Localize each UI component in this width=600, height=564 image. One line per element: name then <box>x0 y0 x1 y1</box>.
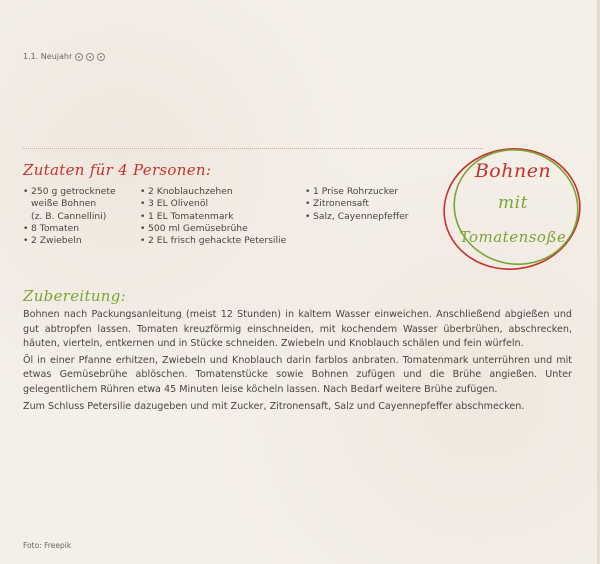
ingredient-item: • 2 EL frisch gehackte Petersilie <box>140 235 286 247</box>
preparation-text <box>23 308 572 414</box>
chapter-label: 1.1. Neujahr <box>23 52 73 61</box>
gluten-free-icon <box>97 53 105 61</box>
ingredient-item: (z. B. Cannellini) <box>31 210 107 222</box>
ingredient-item: • 500 ml Gemüsebrühe <box>140 223 286 235</box>
lactose-free-icon <box>86 53 94 61</box>
photo-credit: Foto: Freepik <box>23 541 72 550</box>
ingredient-item: • Salz, Cayennepfeffer <box>305 211 409 223</box>
chapter-header <box>23 52 105 61</box>
recipe-title-badge <box>438 140 588 275</box>
ingredient-item: • 8 Tomaten <box>23 223 116 235</box>
vegetarian-icon <box>75 53 83 61</box>
ingredients-heading: Zutaten für 4 Personen: <box>23 161 212 179</box>
ingredient-item: • 1 EL Tomatenmark <box>140 211 286 223</box>
ingredient-item: • 3 EL Olivenöl <box>140 198 286 210</box>
preparation-paragraph: Bohnen nach Packungsanleitung (meist 12 Stunden) in kaltem Wasser einweichen. Anschließend abgießen und gut abtropfen lassen. Tomaten kreuzförmig einschneiden, mit kochendem Wasser überbrühen, abschrecken, häuten, vierteln, entkernen und in Stücke schneiden. Zwiebeln und Knoblauch schälen und fein würfeln. <box>23 309 572 350</box>
recipe-title: Bohnen <box>474 160 552 182</box>
ingredients-column-2 <box>140 186 286 247</box>
ingredient-item: • Zitronensaft <box>305 198 409 210</box>
preparation-paragraph: Öl in einer Pfanne erhitzen, Zwiebeln und Knoblauch darin farblos anbraten. Tomatenmark unterrühren und mit etwas Gemüsebrühe ablöschen. Tomatenstücke sowie Bohnen zufügen und die Brühe angießen. Unter gelegentlichem Rühren etwa 45 Minuten leise köcheln lassen. Nach Bedarf weitere Brühe zufügen. <box>23 354 572 395</box>
ingredient-item: • 250 g getrocknete <box>23 186 116 198</box>
divider-line <box>23 148 483 149</box>
ingredients-column-1 <box>23 186 116 247</box>
recipe-subtitle: Tomatensoße <box>459 228 567 246</box>
preparation-paragraph: Zum Schluss Petersilie dazugeben und mit Zucker, Zitronensaft, Salz und Cayennepfeffer abschmecken. <box>23 400 525 412</box>
ingredient-item: weiße Bohnen <box>31 198 97 210</box>
recipe-title-connector: mit <box>498 193 528 213</box>
preparation-heading: Zubereitung: <box>23 287 127 305</box>
ingredient-item: • 1 Prise Rohrzucker <box>305 186 409 198</box>
ingredient-item: • 2 Zwiebeln <box>23 235 116 247</box>
ingredient-item: • 2 Knoblauchzehen <box>140 186 286 198</box>
ingredients-column-3 <box>305 186 409 223</box>
